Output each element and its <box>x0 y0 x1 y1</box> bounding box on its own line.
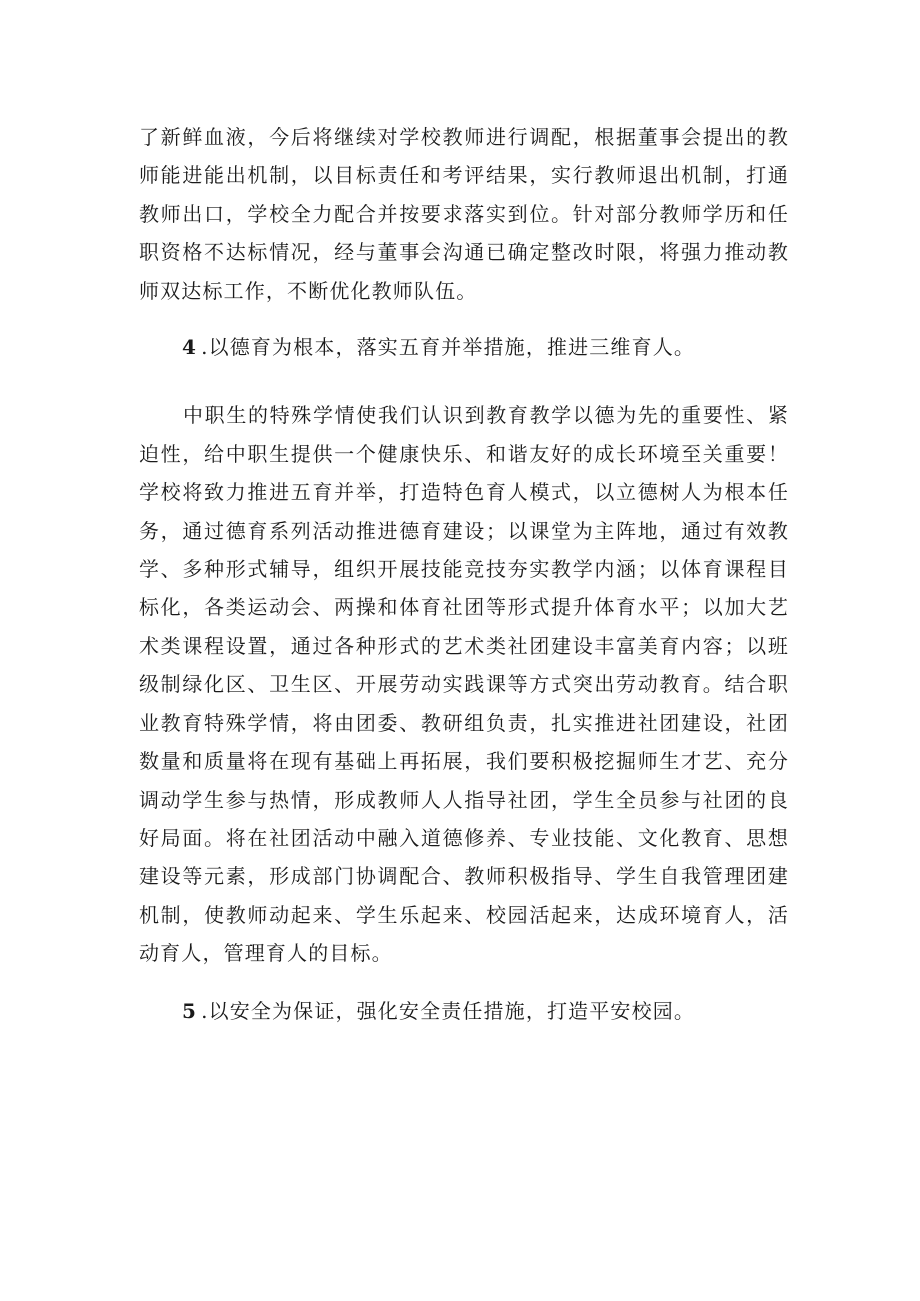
paragraph-moral-education: 中职生的特殊学情使我们认识到教育教学以德为先的重要性、紧迫性，给中职生提供一个健康快乐、和谐友好的成长环境至关重要！学校将致力推进五育并举，打造特色育人模式，以立德树人为根本任务，通过德育系列活动推进德育建设；以课堂为主阵地，通过有效教学、多种形式辅导，组织开展技能竞技夯实教学内涵；以体育课程目标化，各类运动会、两操和体育社团等形式提升体育水平；以加大艺术类课程设置，通过各种形式的艺术类社团建设丰富美育内容；以班级制绿化区、卫生区、开展劳动实践课等方式突出劳动教育。结合职业教育特殊学情，将由团委、教研组负责，扎实推进社团建设，社团数量和质量将在现有基础上再拓展，我们要积极挖掘师生才艺、充分调动学生参与热情，形成教师人人指导社团，学生全员参与社团的良好局面。将在社团活动中融入道德修养、专业技能、文化教育、思想建设等元素，形成部门协调配合、教师积极指导、学生自我管理团建机制，使教师动起来、学生乐起来、校园活起来，达成环境育人，活动育人，管理育人的目标。 <box>139 403 789 966</box>
document-body <box>139 118 789 1030</box>
paragraph-teacher-team: 了新鲜血液，今后将继续对学校教师进行调配，根据董事会提出的教师能进能出机制，以目标责任和考评结果，实行教师退出机制，打通教师出口，学校全力配合并按要求落实到位。针对部分教师学历和任职资格不达标情况，经与董事会沟通已确定整改时限，将强力推动教师双达标工作，不断优化教师队伍。 <box>139 125 789 303</box>
section-heading-5-text: .以安全为保证，强化安全责任措施，打造平安校园。 <box>201 998 696 1023</box>
section-number-4: 4 <box>182 335 198 360</box>
section-heading-4 <box>139 328 789 366</box>
section-number-5: 5 <box>182 998 198 1023</box>
section-heading-5 <box>139 992 789 1030</box>
section-heading-4-text: .以德育为根本，落实五育并举措施，推进三维育人。 <box>201 335 696 360</box>
